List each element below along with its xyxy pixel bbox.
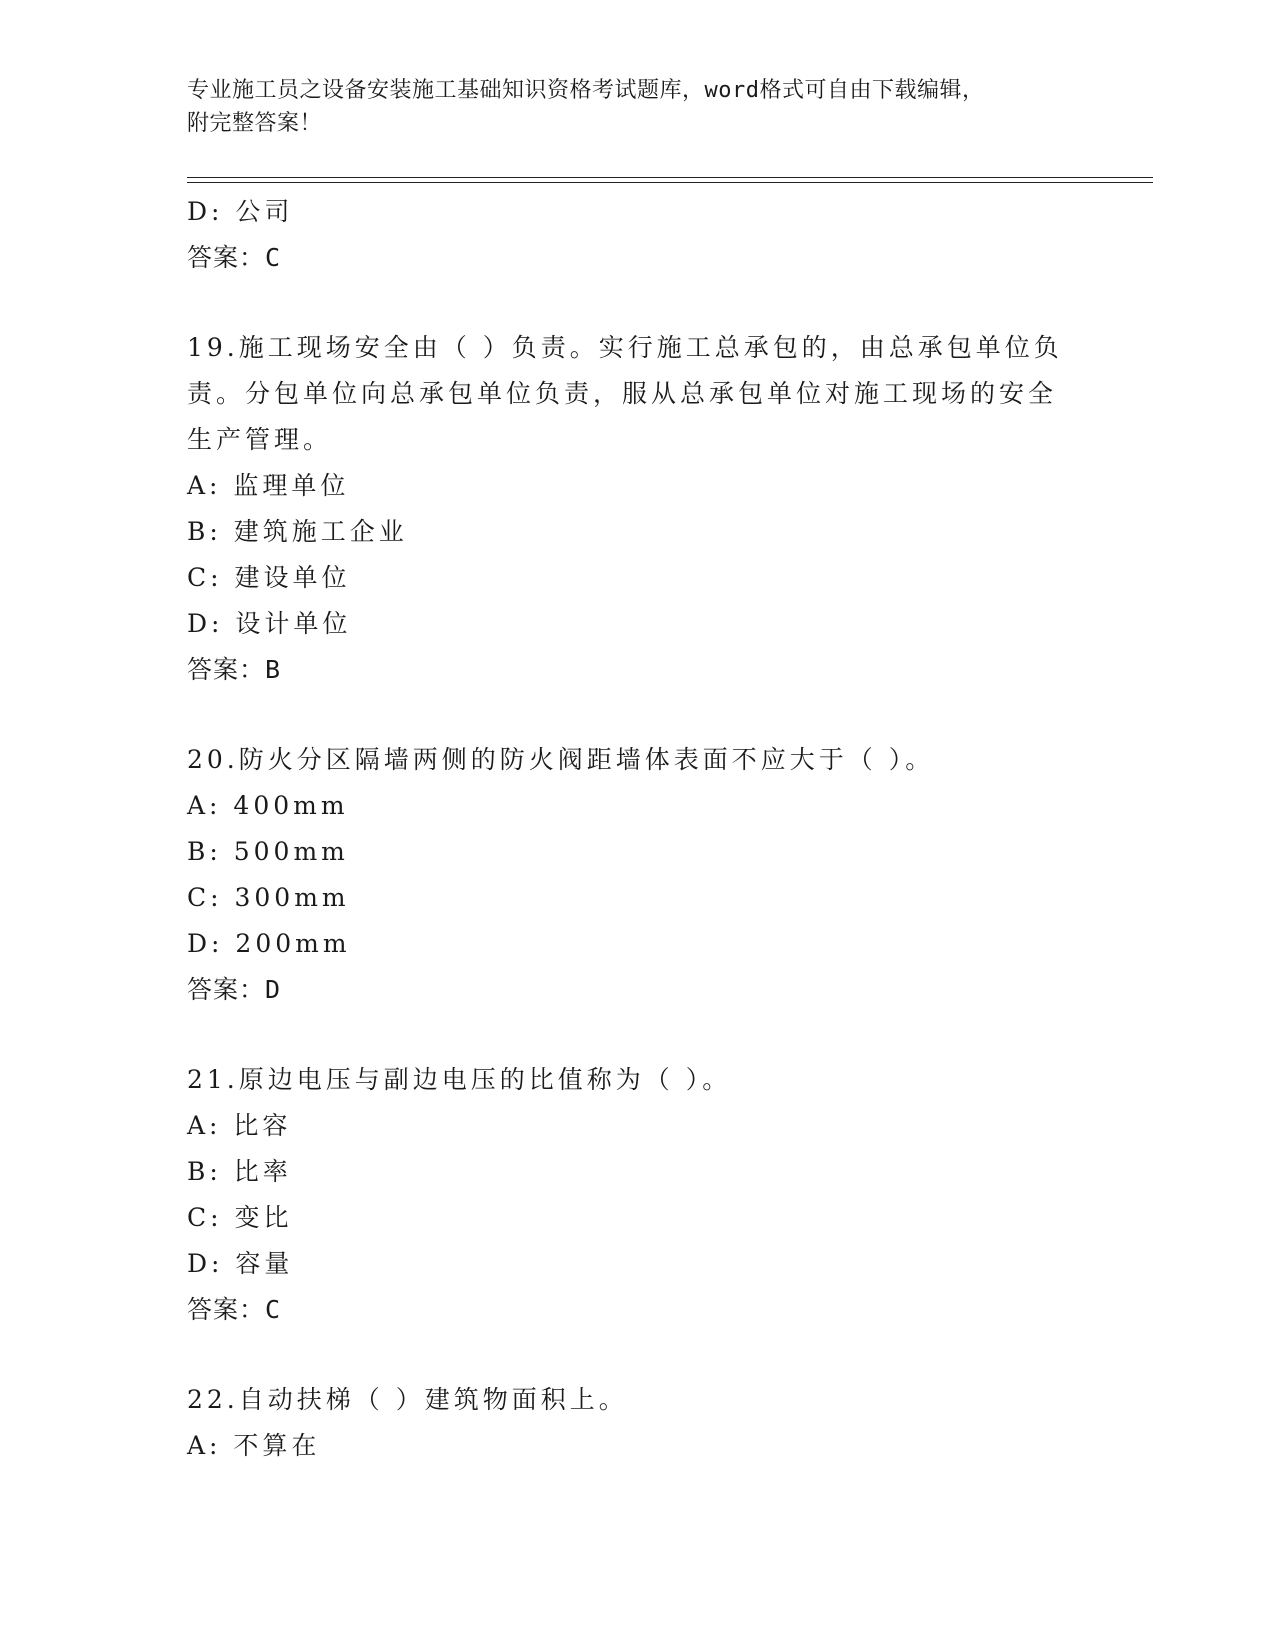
- question-21-option-a: A: 比容: [187, 1111, 292, 1140]
- question-20-option-c: C: 300mm: [187, 883, 350, 912]
- option-d-q18: D: 公司: [187, 197, 294, 226]
- question-20-option-d: D: 200mm: [187, 929, 351, 958]
- question-19-option-b: B: 建筑施工企业: [187, 517, 408, 546]
- spacer: [187, 281, 1067, 325]
- question-20-option-b: B: 500mm: [187, 837, 349, 866]
- question-19-option-a: A: 监理单位: [187, 471, 350, 500]
- question-19-answer: 答案：B: [187, 655, 282, 684]
- question-22-option-a: A: 不算在: [187, 1431, 321, 1460]
- header-line-1: 专业施工员之设备安装施工基础知识资格考试题库，word格式可自由下载编辑，: [187, 78, 985, 103]
- question-21-stem: 21.原边电压与副边电压的比值称为（ ）。: [187, 1065, 732, 1094]
- question-19-stem-line-2: 责。分包单位向总承包单位负责，服从总承包单位对施工现场的安全: [187, 379, 1058, 408]
- spacer: [187, 693, 1067, 737]
- question-21-option-c: C: 变比: [187, 1203, 293, 1232]
- question-21-option-d: D: 容量: [187, 1249, 294, 1278]
- question-21-answer: 答案：C: [187, 1295, 282, 1324]
- question-list: [187, 189, 1067, 1469]
- question-20-stem: 20.防火分区隔墙两侧的防火阀距墙体表面不应大于（ ）。: [187, 745, 935, 774]
- question-20-answer: 答案：D: [187, 975, 282, 1004]
- question-22-stem: 22.自动扶梯（ ）建筑物面积上。: [187, 1385, 628, 1414]
- question-21-option-b: B: 比率: [187, 1157, 292, 1186]
- answer-q18: 答案：C: [187, 243, 282, 272]
- document-header: [187, 74, 1067, 140]
- spacer: [187, 1013, 1067, 1057]
- header-rule-bottom: [187, 182, 1153, 183]
- spacer: [187, 1333, 1067, 1377]
- question-19-stem-line-3: 生产管理。: [187, 425, 333, 454]
- header-line-2: 附完整答案！: [187, 111, 323, 136]
- question-20-option-a: A: 400mm: [187, 791, 349, 820]
- question-19-option-c: C: 建设单位: [187, 563, 351, 592]
- header-rule-top: [187, 177, 1153, 178]
- question-19-option-d: D: 设计单位: [187, 609, 352, 638]
- question-19-stem-line-1: 19.施工现场安全由（ ）负责。实行施工总承包的，由总承包单位负: [187, 333, 1063, 362]
